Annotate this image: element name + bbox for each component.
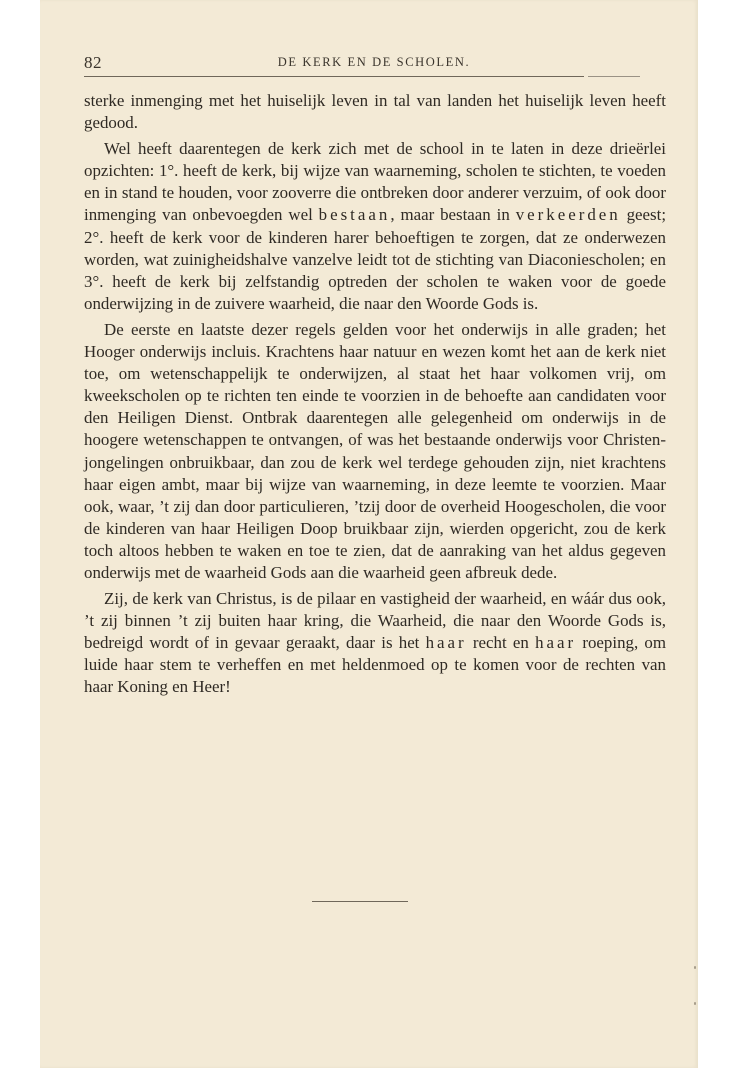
paragraph-2 [84,138,666,315]
emphasis-haar-roeping: haar [535,633,577,653]
paper-speck [694,966,696,969]
paragraph-4-text-b: recht en [466,633,536,653]
paragraph-4 [84,588,666,698]
running-head [84,53,664,75]
page-number: 82 [84,53,102,72]
running-title: DE KERK EN DE SCHOLEN. [277,55,471,69]
header-rule-tail [588,76,640,77]
closing-rule [312,901,408,902]
paragraph-2-text-c: geest; 2°. heeft de kerk voor de kinderen harer behoeftigen te zorgen, dat ze onderwezen worden, wat zuinigheidshalve vanzelve leidt tot de stichting van Diaconiescholen; en 3°. heeft de kerk bij zelfstandig optreden der scholen te waken voor de goede onderwijzing in de zuivere waarheid, die naar den Woorde Gods is. [84,205,667,313]
emphasis-verkeerden: verkeerden [515,205,621,225]
paragraph-1: sterke inmenging met het huiselijk leven in tal van landen het huiselijk leven heeft gedood. [84,91,666,133]
body-text [84,90,666,703]
paragraph-2-text-b: , maar bestaan in [390,205,516,225]
book-page [40,0,698,1068]
paragraph-3: De eerste en laatste dezer regels gelden voor het onderwijs in alle graden; het Hooger onderwijs incluis. Krachtens haar natuur en wezen komt het aan de kerk niet toe, om wetenschappelijk te onderwijzen, al staat het haar volkomen vrij, om kweekscholen op te richten ten einde te voorzien in de behoefte aan candidaten voor den Heiligen Dienst. Ontbrak daarentegen alle gelegenheid om onderwijs in de hoogere wetenschappen te ontvangen, of was het bestaande onderwijs voor Christen-jongelingen onbruikbaar, dan zou de kerk wel terdege gehouden zijn, niet krachtens haar eigen ambt, maar bij wijze van waarneming, in deze leemte te voorzien. Maar ook, waar, ’t zij dan door particulieren, ’tzij door de overheid Hoogescholen, die voor de kinderen van haar Heiligen Doop bruikbaar zijn, wierden opgericht, zou de kerk toch altoos hebben te waken en toe te zien, dat de aanraking van het aldus gegeven onderwijs met de waarheid Gods aan die waarheid geen afbreuk dede. [84,319,666,582]
paragraph-4-text-c: roeping, om luide haar stem te verheffen en met heldenmoed op te komen voor de rechten van haar Koning en Heer! [84,633,666,697]
paragraph-4-text-a: Zij, de kerk van Christus, is de pilaar en vastigheid der waarheid, en wáár dus ook, ’t zij binnen ’t zij buiten haar kring, die Waarheid, die naar den Woorde Gods is, bedreigd wordt of in gevaar geraakt, daar is het [84,589,666,653]
paper-speck [694,1002,696,1005]
emphasis-haar-recht: haar [425,633,467,653]
header-rule [84,76,584,77]
paragraph-2-text-a: Wel heeft daarentegen de kerk zich met de school in te laten in deze drieërlei opzichten: 1°. heeft de kerk, bij wijze van waarneming, scholen te stichten, te voeden en in stand te houden, voor zooverre die ontbreken door anderer verzuim, of ook door inmenging van onbevoegden wel [84,139,666,225]
emphasis-bestaan: bestaan [318,205,391,225]
